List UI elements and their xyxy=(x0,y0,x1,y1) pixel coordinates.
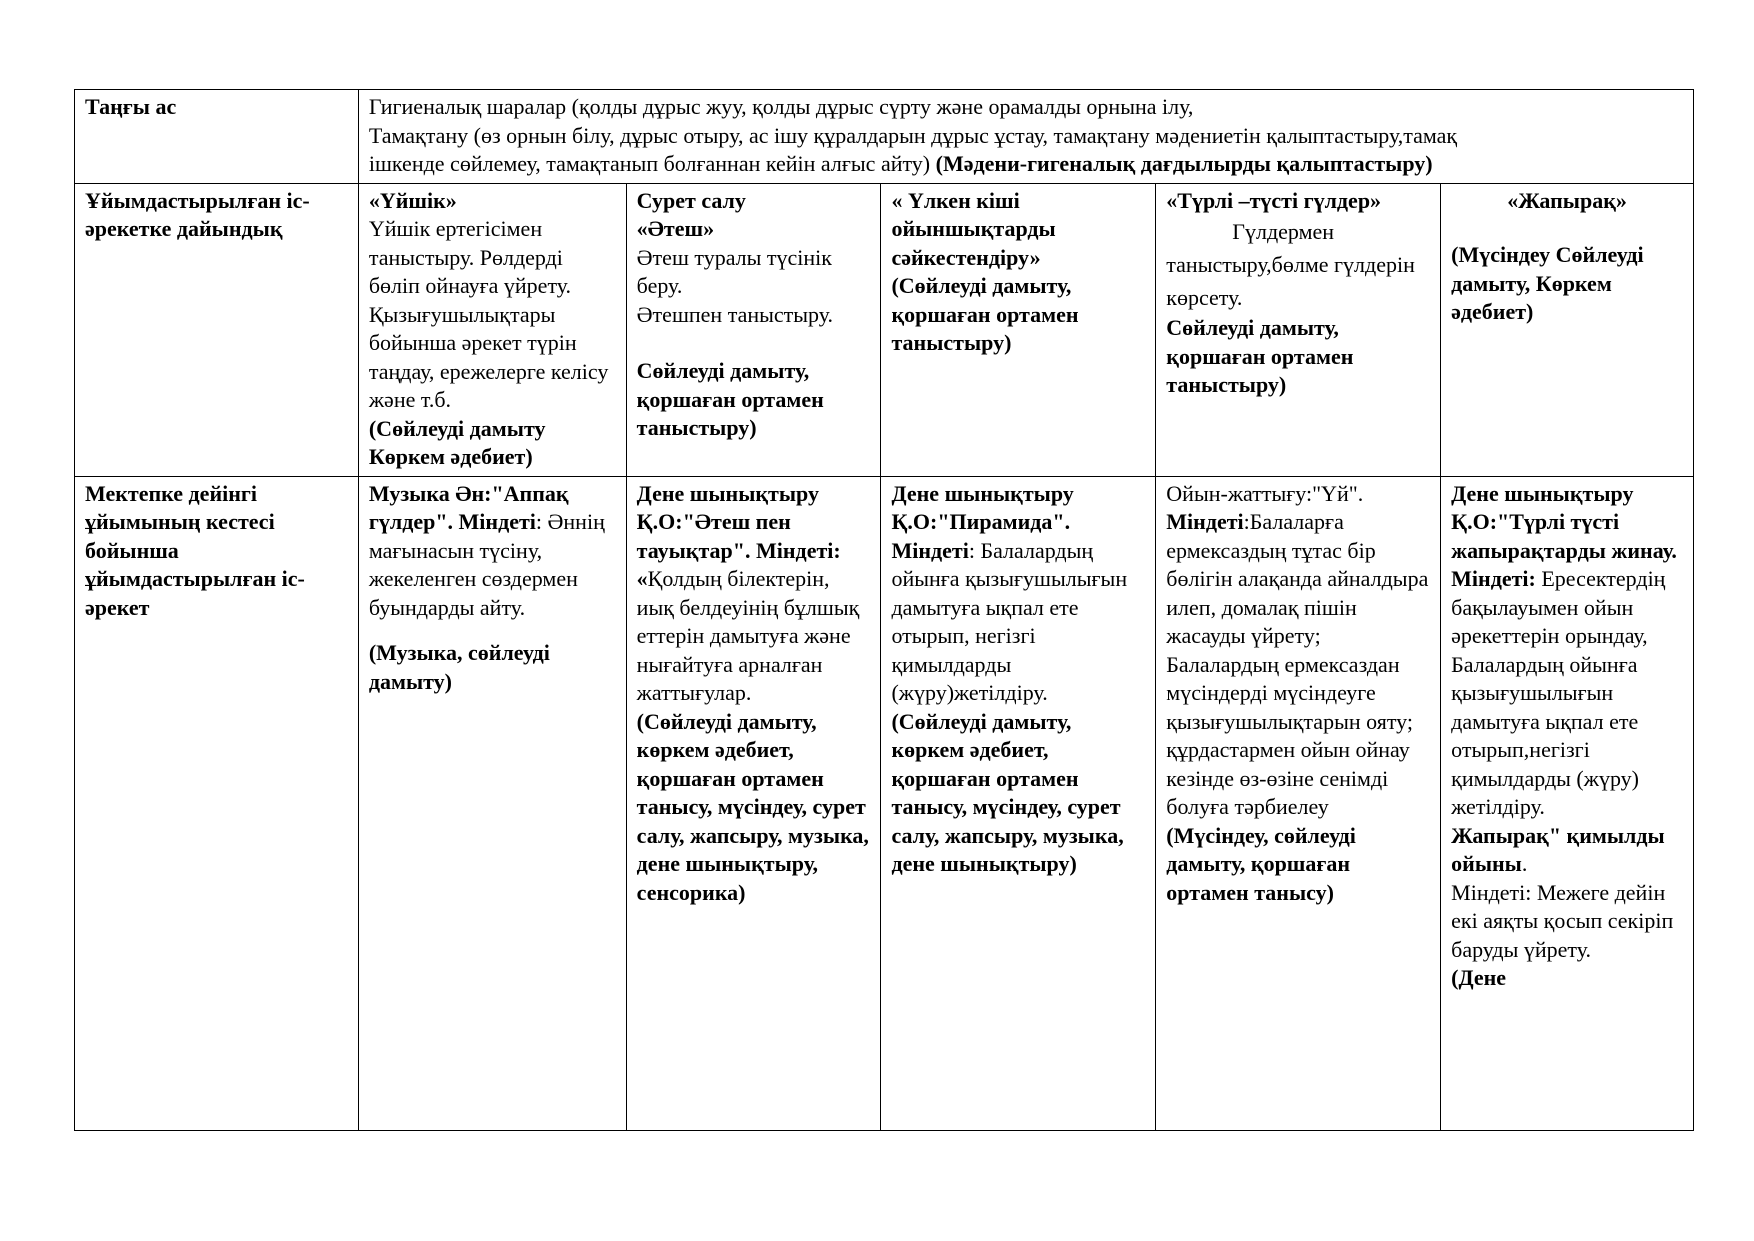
activity-text: Ересектердің бақылауымен ойын әрекеттерін орындау, Балалардың ойынға қызығушылығын дамытуға ықпал ете отырып,негізгі қимылдарды (жүру) жетілдіру. xyxy=(1451,566,1666,819)
prep-cell-1 xyxy=(358,183,626,476)
activity-head: Дене шынықтыру xyxy=(891,480,1074,506)
cell-title: «Түрлі –түсті гүлдер» xyxy=(1166,187,1382,213)
breakfast-line-2: Тамақтану (өз орнын білу, дұрыс отыру, ас ішу құралдарын дұрыс ұстау, тамақтану мәдениетін қалыптастыру,тамақ xyxy=(368,122,1458,148)
prep-cell-4 xyxy=(1156,183,1441,476)
cell-text: Әтешпен таныстыру. xyxy=(636,301,834,327)
activity-areas: (Сөйлеуді дамыту, көркем әдебиет, қоршаған ортамен танысу, мүсіндеу, сурет салу, жапсыру, музыка, дене шынықтыру) xyxy=(891,708,1124,876)
table-row xyxy=(75,183,1694,476)
activity-head: Дене шынықтыру xyxy=(636,480,819,506)
breakfast-description xyxy=(358,90,1693,184)
cell-text: Гүлдермен таныстыру,бөлме гүлдерін көрсету. xyxy=(1166,219,1415,310)
prep-cell-3 xyxy=(881,183,1156,476)
game-task: Міндеті: Межеге дейін екі аяқты қосып секіріп баруды үйрету. xyxy=(1451,879,1674,962)
activity-text: Қолдың білектерін, иық белдеуінің бұлшық еттерін дамытуға және нығайтуға арналған жаттығулар. xyxy=(636,566,860,705)
activity-title: Музыка Ән:"Аппақ гүлдер". Міндеті xyxy=(368,480,569,534)
row-label-organized-activity: Мектепке дейінгі ұйымының кестесі бойынша ұйымдастырылған іс-әрекет xyxy=(75,476,359,1130)
activity-title: Қ.О:"Пирамида". Міндеті xyxy=(891,509,1071,563)
table-row xyxy=(75,476,1694,1130)
activity-title: Қ.О:"Әтеш пен тауықтар". Міндеті: « xyxy=(636,509,841,591)
activity-areas: (Дене xyxy=(1451,965,1507,990)
activity-areas: (Музыка, сөйлеуді дамыту) xyxy=(368,640,550,694)
cell-areas: (Сөйлеуді дамыту, қоршаған ортамен таныстыру) xyxy=(891,273,1079,355)
prep-cell-2 xyxy=(626,183,881,476)
schedule-table xyxy=(74,89,1694,1131)
cell-title: «Үйшік» xyxy=(368,187,457,213)
activity-areas: (Сөйлеуді дамыту, көркем әдебиет, қоршаған ортамен танысу, мүсіндеу, сурет салу, жапсыру, музыка, дене шынықтыру, сенсорика) xyxy=(636,708,869,905)
cell-areas: (Сөйлеуді дамыту Көркем әдебиет) xyxy=(368,415,546,469)
breakfast-line-3: ішкенде сөйлемеу, тамақтанып болғаннан кейін алғыс айту) xyxy=(368,151,931,176)
activity-cell-5 xyxy=(1441,476,1694,1130)
breakfast-note: (Мәдени-гигеналық дағдылырды қалыптастыру) xyxy=(930,151,1433,176)
game-title-end: . xyxy=(1521,851,1528,876)
activity-title: Қ.О:"Түрлі түсті жапырақтарды жинау. Міндеті: xyxy=(1451,509,1677,591)
activity-cell-2 xyxy=(626,476,881,1130)
cell-title: «Жапырақ» xyxy=(1507,187,1627,213)
cell-subtitle: «Әтеш» xyxy=(636,216,715,241)
activity-text: : Балалардың ойынға қызығушылығын дамытуға ықпал ете отырып, негізгі қимылдарды (жүру)жетілдіру. xyxy=(891,537,1128,705)
game-title: Жапырақ" қимылды ойыны xyxy=(1451,822,1665,876)
prep-cell-5 xyxy=(1441,183,1694,476)
cell-title: Сурет салу xyxy=(636,187,746,213)
activity-cell-3 xyxy=(881,476,1156,1130)
table-row xyxy=(75,90,1694,184)
activity-head: Ойын-жаттығу:"Үй". xyxy=(1166,480,1364,506)
activity-cell-4 xyxy=(1156,476,1441,1130)
cell-title: « Үлкен кіші ойыншықтарды сәйкестендіру» xyxy=(891,187,1056,270)
row-label-breakfast: Таңғы ас xyxy=(75,90,359,184)
cell-text: Әтеш туралы түсінік беру. xyxy=(636,244,832,298)
activity-areas: (Мүсіндеу, сөйлеуді дамыту, қоршаған ортамен танысу) xyxy=(1166,822,1356,905)
activity-text: : Әннің мағынасын түсіну, жекеленген сөздермен буындарды айту. xyxy=(368,509,605,620)
row-label-preparation: Ұйымдастырылған іс-әрекетке дайындық xyxy=(75,183,359,476)
cell-areas: (Мүсіндеу Сөйлеуді дамыту, Көркем әдебиет) xyxy=(1451,242,1644,324)
activity-cell-1 xyxy=(358,476,626,1130)
activity-text: :Балаларға ермексаздың тұтас бір бөлігін алақанда айналдыра илеп, домалақ пішін жасауды үйрету; Балалардың ермексаздан мүсіндерді мүсіндеуге қызығушылықтарын ояту; құрдастармен ойын ойнау кезінде өз-өзіне сенімді болуға тәрбиелеу xyxy=(1166,509,1429,819)
cell-areas: Сөйлеуді дамыту, қоршаған ортамен таныстыру) xyxy=(636,358,824,440)
breakfast-line-1: Гигиеналық шаралар (қолды дұрыс жуу, қолды дұрыс сүрту және орамалды орнына ілу, xyxy=(368,94,1194,119)
activity-title: Міндеті xyxy=(1166,509,1244,534)
cell-text: Үйшік ертегісімен таныстыру. Рөлдерді бөліп ойнауға үйрету. Қызығушылықтары бойынша әрекет түрін таңдау, ережелерге келісу және т.б. xyxy=(368,216,609,412)
activity-head: Дене шынықтыру xyxy=(1451,480,1634,506)
cell-areas: Сөйлеуді дамыту, қоршаған ортамен таныстыру) xyxy=(1166,315,1354,397)
